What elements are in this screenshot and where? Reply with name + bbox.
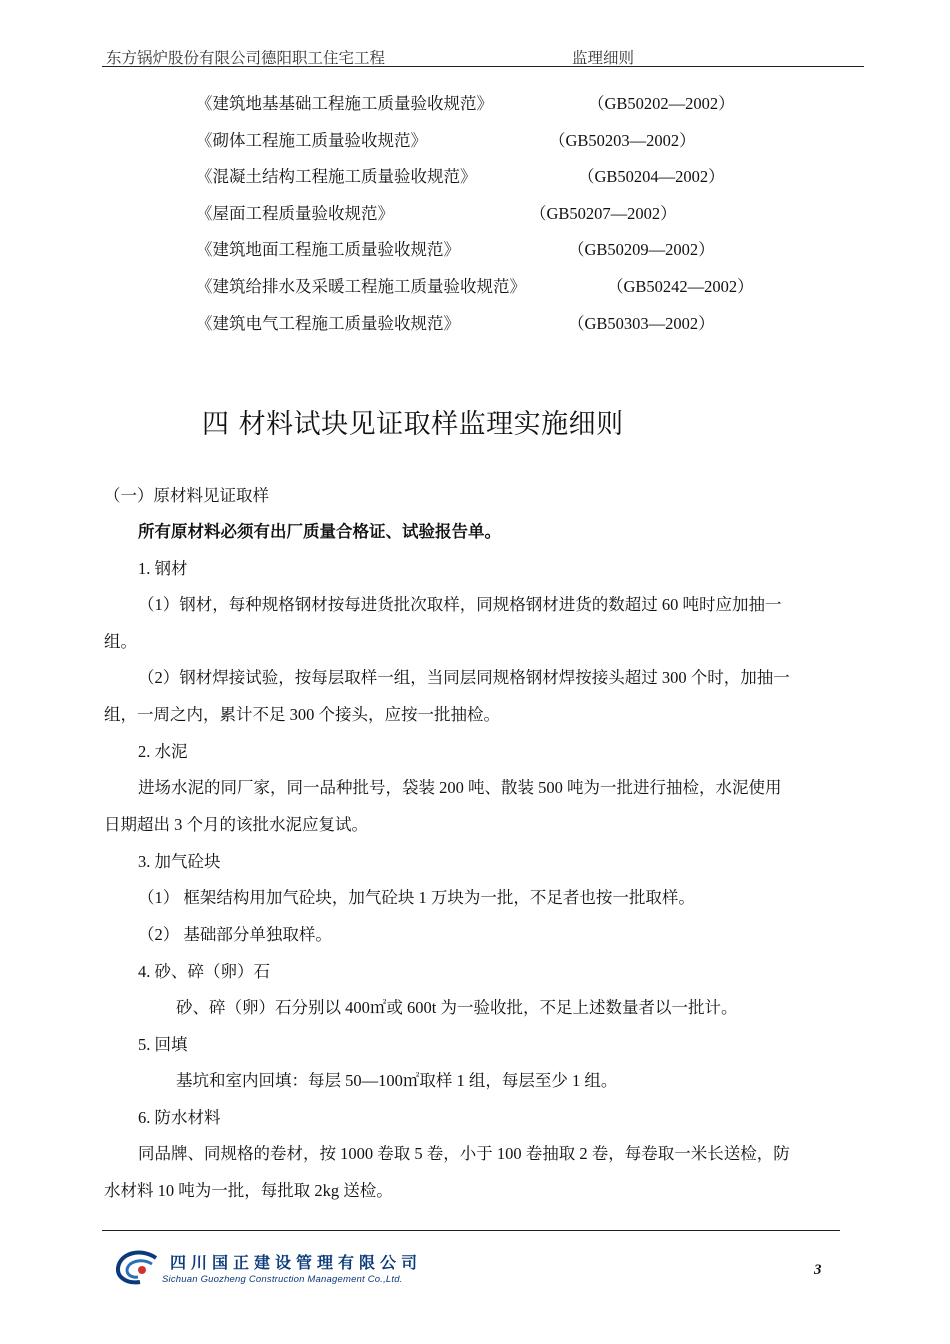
footer-divider xyxy=(102,1230,840,1231)
standard-code: （GB50202—2002） xyxy=(588,94,735,113)
standard-code: （GB50207—2002） xyxy=(530,203,677,223)
item-title-cement: 2. 水泥 xyxy=(138,742,188,761)
section-title: 四 材料试块见证取样监理实施细则 xyxy=(202,409,624,440)
standard-name: 《砌体工程施工质量验收规范》 xyxy=(196,130,427,150)
header-doc-type: 监理细则 xyxy=(572,50,635,67)
standard-code: （GB50203—2002） xyxy=(549,130,696,150)
company-logo xyxy=(112,1244,422,1292)
page-header xyxy=(102,44,864,67)
standard-code: （GB50209—2002） xyxy=(568,240,715,260)
paragraph-line: （1） 框架结构用加气砼块，加气砼块 1 万块为一批，不足者也按一批取样。 xyxy=(138,888,695,907)
standard-name: 《混凝土结构工程施工质量验收规范》 xyxy=(196,167,477,187)
standard-name: 《建筑电气工程施工质量验收规范》 xyxy=(196,313,460,333)
paragraph-line: 日期超出 3 个月的该批水泥应复试。 xyxy=(104,815,368,834)
paragraph-line: 基坑和室内回填：每层 50—100㎡取样 1 组，每层至少 1 组。 xyxy=(176,1071,618,1090)
paragraph-line: （1）钢材，每种规格钢材按每进货批次取样，同规格钢材进货的数超过 60 吨时应加抽一 xyxy=(138,595,782,614)
paragraph-line: 水材料 10 吨为一批，每批取 2kg 送检。 xyxy=(104,1181,393,1200)
subsection-heading: （一）原材料见证取样 xyxy=(104,486,269,505)
standard-code: （GB50242—2002） xyxy=(607,276,754,296)
standard-code: （GB50303—2002） xyxy=(568,313,715,333)
standard-name: 《建筑给排水及采暖工程施工质量验收规范》 xyxy=(196,276,526,296)
item-title-block: 3. 加气砼块 xyxy=(138,852,221,871)
paragraph-line: 组，一周之内，累计不足 300 个接头，应按一批抽检。 xyxy=(104,705,500,724)
item-title-sand: 4. 砂、碎（卵）石 xyxy=(138,962,270,981)
paragraph-line: 同品牌、同规格的卷材，按 1000 卷取 5 卷，小于 100 卷抽取 2 卷，每卷取一米长送检，防 xyxy=(138,1144,790,1163)
item-title-backfill: 5. 回填 xyxy=(138,1035,188,1054)
paragraph-line: （2） 基础部分单独取样。 xyxy=(138,925,332,944)
company-name-cn: 四川国正建设管理有限公司 xyxy=(170,1253,423,1272)
standard-code: （GB50204—2002） xyxy=(578,167,725,187)
standard-name: 《屋面工程质量验收规范》 xyxy=(196,203,394,223)
paragraph-line: （2）钢材焊接试验，按每层取样一组，当同层同规格钢材焊按接头超过 300 个时，加抽一 xyxy=(138,668,790,687)
standard-name: 《建筑地面工程施工质量验收规范》 xyxy=(196,240,460,260)
header-project-name: 东方锅炉股份有限公司德阳职工住宅工程 xyxy=(106,50,386,67)
bold-note: 所有原材料必须有出厂质量合格证、试验报告单。 xyxy=(138,522,501,541)
item-title-steel: 1. 钢材 xyxy=(138,559,188,578)
item-title-waterproof: 6. 防水材料 xyxy=(138,1108,221,1127)
paragraph-line: 组。 xyxy=(104,632,137,651)
company-name-en: Sichuan Guozheng Construction Management Co.,Ltd. xyxy=(162,1274,403,1285)
paragraph-line: 进场水泥的同厂家，同一品种批号，袋装 200 吨、散装 500 吨为一批进行抽检，水泥使用 xyxy=(138,778,782,797)
paragraph-line: 砂、碎（卵）石分别以 400㎡或 600t 为一验收批，不足上述数量者以一批计。 xyxy=(176,998,738,1017)
standard-name: 《建筑地基基础工程施工质量验收规范》 xyxy=(196,94,493,113)
page-number: 3 xyxy=(814,1262,822,1278)
